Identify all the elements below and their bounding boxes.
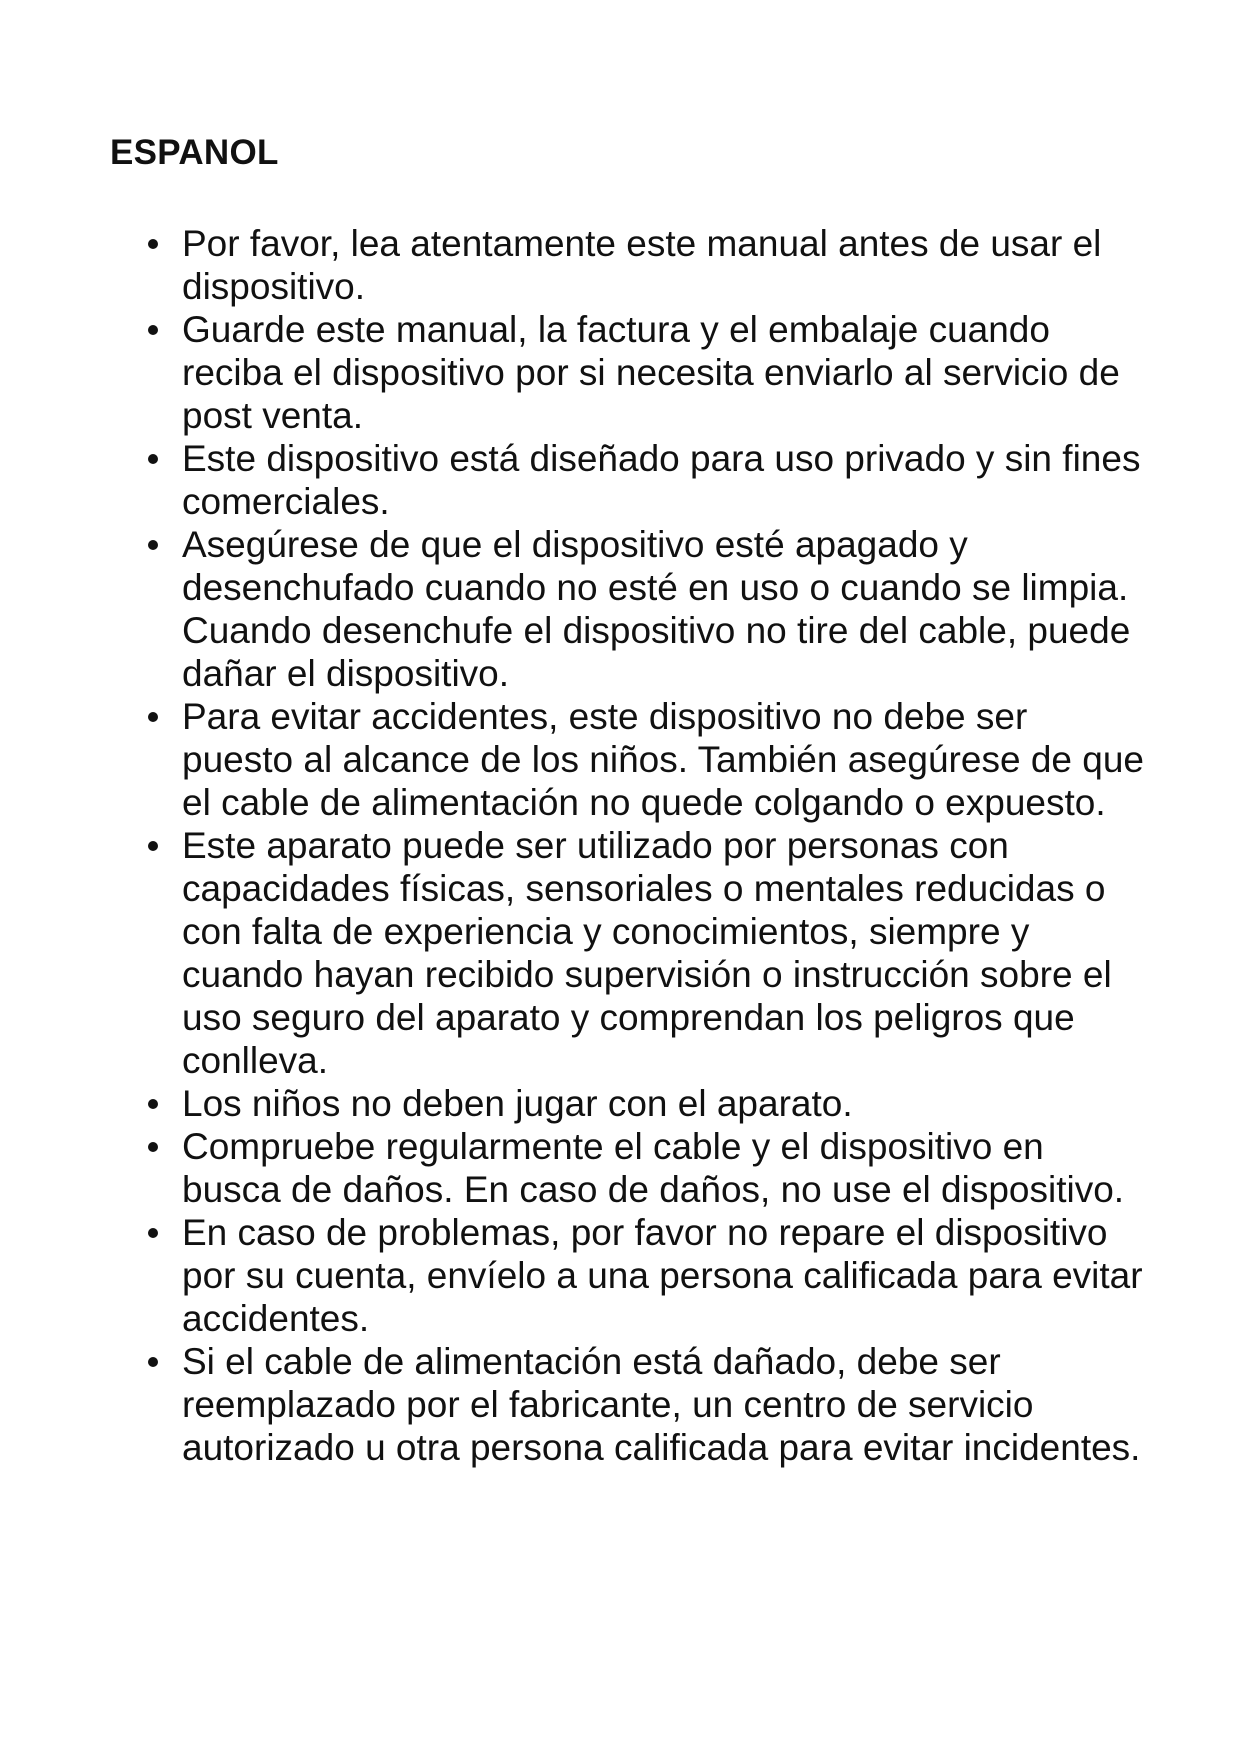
section-heading: ESPANOL (110, 133, 279, 172)
list-item (148, 695, 1148, 824)
bullet-icon (148, 841, 158, 851)
bullet-icon (148, 1099, 158, 1109)
bullet-icon (148, 1228, 158, 1238)
safety-instructions-list (148, 222, 1148, 1469)
bullet-icon (148, 712, 158, 722)
list-item (148, 1340, 1148, 1469)
list-item-text: En caso de problemas, por favor no repare el dispositivo por su cuenta, envíelo a una persona calificada para evitar accidentes. (182, 1212, 1143, 1339)
list-item (148, 824, 1148, 1082)
list-item-text: Si el cable de alimentación está dañado, debe ser reemplazado por el fabricante, un centro de servicio autorizado u otra persona calificada para evitar incidentes. (182, 1341, 1141, 1468)
list-item (148, 1082, 1148, 1125)
bullet-icon (148, 454, 158, 464)
list-item-text: Para evitar accidentes, este dispositivo no debe ser puesto al alcance de los niños. También asegúrese de que el cable de alimentación no quede colgando o expuesto. (182, 696, 1144, 823)
list-item-text: Los niños no deben jugar con el aparato. (182, 1083, 853, 1124)
list-item-text: Este aparato puede ser utilizado por personas con capacidades físicas, sensoriales o mentales reducidas o con falta de experiencia y conocimientos, siempre y cuando hayan recibido supervisión o instrucción sobre el uso seguro del aparato y comprendan los peligros que conlleva. (182, 825, 1112, 1081)
list-item (148, 308, 1148, 437)
list-item (148, 1211, 1148, 1340)
bullet-icon (148, 1357, 158, 1367)
bullet-icon (148, 540, 158, 550)
bullet-icon (148, 325, 158, 335)
list-item (148, 1125, 1148, 1211)
list-item-text: Guarde este manual, la factura y el embalaje cuando reciba el dispositivo por si necesita enviarlo al servicio de post venta. (182, 309, 1120, 436)
list-item-text: Este dispositivo está diseñado para uso privado y sin fines comerciales. (182, 438, 1141, 522)
bullet-icon (148, 239, 158, 249)
list-item-text: Asegúrese de que el dispositivo esté apagado y desenchufado cuando no esté en uso o cuando se limpia. Cuando desenchufe el dispositivo no tire del cable, puede dañar el dispositivo. (182, 524, 1131, 694)
list-item (148, 437, 1148, 523)
list-item (148, 523, 1148, 695)
list-item (148, 222, 1148, 308)
bullet-icon (148, 1142, 158, 1152)
list-item-text: Por favor, lea atentamente este manual antes de usar el dispositivo. (182, 223, 1102, 307)
list-item-text: Compruebe regularmente el cable y el dispositivo en busca de daños. En caso de daños, no use el dispositivo. (182, 1126, 1125, 1210)
